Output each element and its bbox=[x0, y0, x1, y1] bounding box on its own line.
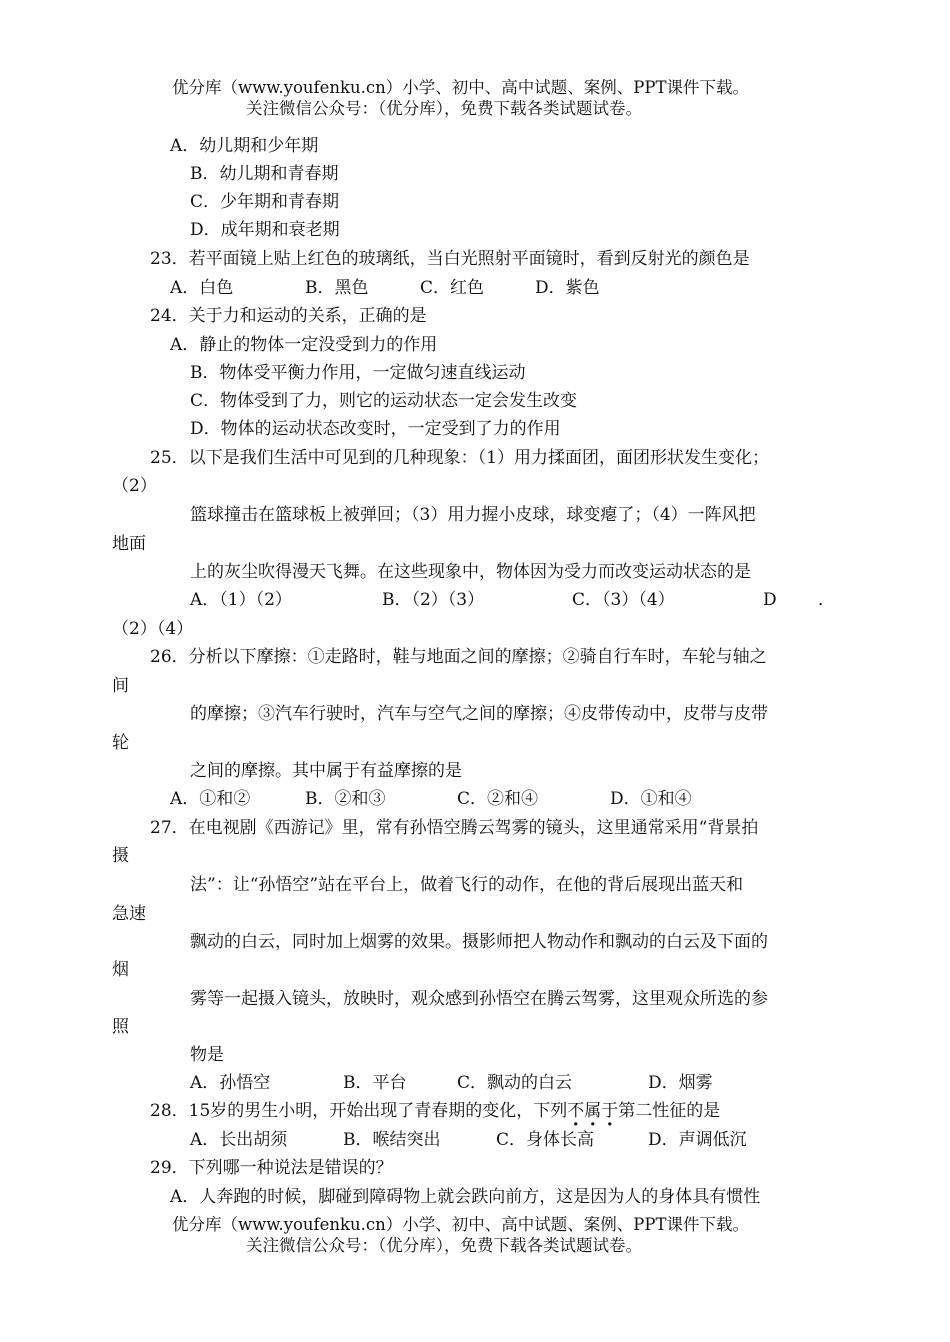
q22-option-b: B．幼儿期和青春期 bbox=[190, 164, 339, 184]
q26-line-1: 26．分析以下摩擦：①走路时，鞋与地面之间的摩擦；②骑自行车时，车轮与轴之 bbox=[150, 647, 767, 667]
q25-line-1: 25．以下是我们生活中可见到的几种现象：（1）用力揉面团，面团形状发生变化； bbox=[150, 448, 769, 468]
q27-line-1: 27．在电视剧《西游记》里，常有孙悟空腾云驾雾的镜头，这里通常采用“背景拍 bbox=[150, 818, 759, 838]
q27-line-3: 法”：让“孙悟空”站在平台上，做着飞行的动作，在他的背后展现出蓝天和 bbox=[190, 875, 744, 895]
q28-option-c: C．身体长高 bbox=[496, 1130, 595, 1150]
q24-option-a: A．静止的物体一定没受到力的作用 bbox=[170, 335, 438, 355]
q22-option-d: D．成年期和衰老期 bbox=[190, 220, 340, 240]
q26-option-b: B．②和③ bbox=[305, 789, 386, 809]
q26-line-4: 轮 bbox=[112, 733, 129, 753]
q27-option-c: C．飘动的白云 bbox=[457, 1073, 573, 1093]
q25-option-b: B．（2）（3） bbox=[382, 590, 485, 610]
q27-line-5: 飘动的白云，同时加上烟雾的效果。摄影师把人物动作和飘动的白云及下面的 bbox=[190, 932, 768, 952]
q25-line-4: 地面 bbox=[112, 534, 146, 554]
q26-line-5: 之间的摩擦。其中属于有益摩擦的是 bbox=[190, 761, 462, 781]
footer-line-2: 关注微信公众号：（优分库），免费下载各类试题试卷。 bbox=[246, 1236, 642, 1255]
q25-option-c: C．（3）（4） bbox=[572, 590, 675, 610]
q24-stem: 24．关于力和运动的关系，正确的是 bbox=[150, 306, 427, 326]
q27-line-6: 烟 bbox=[112, 960, 129, 980]
q26-option-c: C．②和④ bbox=[457, 789, 539, 809]
q25-line-5: 上的灰尘吹得漫天飞舞。在这些现象中，物体因为受力而改变运动状态的是 bbox=[190, 562, 751, 582]
q27-option-b: B．平台 bbox=[343, 1073, 407, 1093]
q28-option-a: A．长出胡须 bbox=[190, 1130, 288, 1150]
q29-stem: 29．下列哪一种说法是错误的？ bbox=[150, 1158, 393, 1178]
q24-option-d: D．物体的运动状态改变时，一定受到了力的作用 bbox=[190, 419, 561, 439]
q28-option-b: B．喉结突出 bbox=[343, 1130, 441, 1150]
emphasis-char: 于 bbox=[601, 1101, 619, 1121]
q23-option-c: C．红色 bbox=[420, 278, 485, 298]
q26-line-3: 的摩擦；③汽车行驶时，汽车与空气之间的摩擦；④皮带传动中，皮带与皮带 bbox=[190, 704, 768, 724]
q25-option-a: A．（1）（2） bbox=[190, 590, 292, 610]
q24-option-c: C．物体受到了力，则它的运动状态一定会发生改变 bbox=[190, 391, 578, 411]
q25-option-d-letter: D bbox=[763, 590, 777, 610]
q26-option-a: A．①和② bbox=[170, 789, 251, 809]
q27-line-9: 物是 bbox=[190, 1045, 224, 1065]
q25-line-3: 篮球撞击在篮球板上被弹回；（3）用力握小皮球，球变瘪了；（4）一阵风把 bbox=[190, 505, 756, 525]
footer-line-1: 优分库（www.youfenku.cn）小学、初中、高中试题、案例、PPT课件下载。 bbox=[172, 1215, 749, 1234]
q27-line-2: 摄 bbox=[112, 846, 129, 866]
q27-line-4: 急速 bbox=[112, 904, 146, 924]
emphasis-char: 属 bbox=[584, 1101, 602, 1121]
q26-line-2: 间 bbox=[112, 676, 129, 696]
q22-option-c: C．少年期和青春期 bbox=[190, 192, 340, 212]
q26-option-d: D．①和④ bbox=[610, 789, 692, 809]
q27-line-8: 照 bbox=[112, 1017, 129, 1037]
header-line-1: 优分库（www.youfenku.cn）小学、初中、高中试题、案例、PPT课件下载。 bbox=[172, 78, 749, 97]
emphasis-char: 不 bbox=[567, 1101, 585, 1121]
q23-option-b: B．黑色 bbox=[305, 278, 369, 298]
q28-option-d: D．声调低沉 bbox=[648, 1130, 747, 1150]
q23-option-a: A．白色 bbox=[170, 278, 234, 298]
q27-option-d: D．烟雾 bbox=[648, 1073, 713, 1093]
q29-option-a: A．人奔跑的时候，脚碰到障碍物上就会跌向前方，这是因为人的身体具有惯性 bbox=[170, 1187, 761, 1207]
header-line-2: 关注微信公众号：（优分库），免费下载各类试题试卷。 bbox=[246, 99, 642, 118]
q23-option-d: D．紫色 bbox=[535, 278, 600, 298]
q27-line-7: 雾等一起摄入镜头，放映时，观众感到孙悟空在腾云驾雾，这里观众所选的参 bbox=[190, 989, 768, 1009]
q25-option-d-wrap: （2）（4） bbox=[112, 619, 194, 639]
q22-option-a: A．幼儿期和少年期 bbox=[170, 136, 319, 156]
q28-stem: 28．15岁的男生小明，开始出现了青春期的变化，下列不属于第二性征的是 bbox=[150, 1101, 721, 1121]
q23-stem: 23．若平面镜上贴上红色的玻璃纸，当白光照射平面镜时，看到反射光的颜色是 bbox=[150, 249, 750, 269]
q24-option-b: B．物体受平衡力作用，一定做匀速直线运动 bbox=[190, 363, 526, 383]
q25-option-d-dot: ． bbox=[818, 590, 835, 610]
q25-line-2: （2） bbox=[112, 476, 157, 496]
q27-option-a: A．孙悟空 bbox=[190, 1073, 271, 1093]
